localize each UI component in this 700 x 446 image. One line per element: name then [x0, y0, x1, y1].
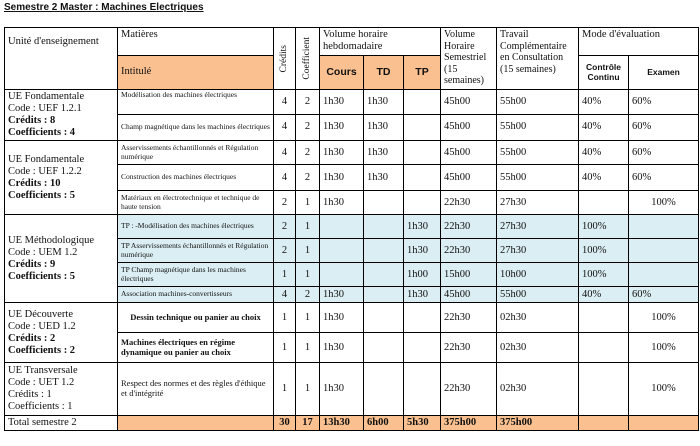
subject-title: Construction des machines électriques — [118, 165, 274, 191]
ue-line: Crédits : 1 — [8, 389, 52, 401]
tp-cell: 1h30 — [404, 287, 441, 303]
travail-cell: 27h30 — [497, 191, 579, 215]
table-row — [5, 141, 699, 165]
ue-cell — [5, 363, 118, 416]
cc-cell — [579, 191, 629, 215]
cours-cell: 1h30 — [320, 165, 364, 191]
cours-cell: 1h30 — [320, 303, 364, 333]
total-empty — [118, 416, 274, 431]
subject-title: TP Asservissements échantillonnés et Régulation numérique — [118, 239, 274, 263]
travail-cell: 10h00 — [497, 263, 579, 287]
travail-cell: 55h00 — [497, 90, 579, 115]
ue-line: Crédits : 9 — [8, 258, 56, 270]
ue-line: UE Découverte — [8, 308, 74, 320]
ue-line: UE Fondamentale — [8, 153, 85, 165]
header-credits-label: Crédits — [279, 44, 290, 73]
header-credits — [274, 28, 296, 90]
cc-cell — [579, 303, 629, 333]
ue-line: Crédits : 10 — [8, 177, 61, 189]
table-row — [5, 363, 699, 416]
header-td: TD — [364, 56, 404, 90]
subject-title: Dessin technique ou panier au choix — [118, 303, 274, 333]
credits-cell: 1 — [274, 363, 296, 416]
ue-line: Coefficients : 5 — [8, 270, 76, 282]
credits-cell: 4 — [274, 114, 296, 141]
credits-cell: 1 — [274, 303, 296, 333]
cours-cell: 1h30 — [320, 287, 364, 303]
coef-cell: 2 — [296, 287, 320, 303]
exam-cell: 100% — [629, 303, 699, 333]
cours-cell: 1h30 — [320, 333, 364, 363]
cours-cell: 1h30 — [320, 363, 364, 416]
ue-line: Code : UEF 1.2.2 — [8, 165, 82, 177]
subject-title: Matériaux en électrotechnique et technique de haute tension — [118, 191, 274, 215]
vhs-cell: 15h00 — [441, 263, 497, 287]
cc-cell: 40% — [579, 90, 629, 115]
table-row — [5, 303, 699, 333]
credits-cell: 2 — [274, 191, 296, 215]
header-tp: TP — [404, 56, 441, 90]
vhs-cell: 22h30 — [441, 333, 497, 363]
tp-cell — [404, 165, 441, 191]
vhs-cell: 22h30 — [441, 191, 497, 215]
coef-cell: 2 — [296, 141, 320, 165]
cc-cell: 100% — [579, 215, 629, 239]
vhs-cell: 22h30 — [441, 363, 497, 416]
exam-cell — [629, 215, 699, 239]
tp-cell — [404, 90, 441, 115]
ue-line: Coefficients : 1 — [8, 401, 73, 413]
total-coef: 17 — [296, 416, 320, 431]
vhs-cell: 45h00 — [441, 165, 497, 191]
td-cell — [364, 287, 404, 303]
travail-cell: 55h00 — [497, 287, 579, 303]
coef-cell: 1 — [296, 215, 320, 239]
travail-cell: 55h00 — [497, 165, 579, 191]
coef-cell: 1 — [296, 239, 320, 263]
cc-cell: 40% — [579, 141, 629, 165]
cc-cell: 40% — [579, 165, 629, 191]
cc-cell: 100% — [579, 239, 629, 263]
subject-title: Modélisation des machines électriques — [118, 90, 274, 115]
cours-cell: 1h30 — [320, 90, 364, 115]
header-coefficient-label: Coefficient — [302, 37, 313, 80]
travail-cell: 02h30 — [497, 363, 579, 416]
subject-title: Association machines-convertisseurs — [118, 287, 274, 303]
tp-cell — [404, 191, 441, 215]
header-controle: Contrôle Continu — [579, 56, 629, 90]
ue-line: Crédits : 8 — [8, 115, 56, 127]
credits-cell: 4 — [274, 165, 296, 191]
vhs-cell: 45h00 — [441, 141, 497, 165]
cc-cell: 100% — [579, 263, 629, 287]
ue-cell — [5, 215, 118, 303]
table-row — [5, 215, 699, 239]
cours-cell: 1h30 — [320, 114, 364, 141]
header-matieres: Matières — [118, 28, 274, 56]
ue-line: Crédits : 2 — [8, 332, 56, 344]
credits-cell: 4 — [274, 287, 296, 303]
credits-cell: 1 — [274, 263, 296, 287]
ue-line: Coefficients : 2 — [8, 344, 76, 356]
exam-cell — [629, 263, 699, 287]
cours-cell — [320, 239, 364, 263]
tp-cell — [404, 363, 441, 416]
tp-cell — [404, 114, 441, 141]
curriculum-table — [4, 27, 699, 431]
subject-title: Respect des normes et des règles d'éthique et d'intégrité — [118, 363, 274, 416]
exam-cell: 60% — [629, 90, 699, 115]
total-travail: 375h00 — [497, 416, 579, 431]
exam-cell: 100% — [629, 333, 699, 363]
td-cell — [364, 215, 404, 239]
header-volume-hebdo: Volume horaire hebdomadaire — [320, 28, 441, 56]
header-coefficient — [296, 28, 320, 90]
subject-title: Asservissements échantillonnés et Régulation numérique — [118, 141, 274, 165]
credits-cell: 4 — [274, 90, 296, 115]
vhs-cell: 22h30 — [441, 239, 497, 263]
ue-line: Code : UEF 1.2.1 — [8, 103, 82, 115]
credits-cell: 4 — [274, 141, 296, 165]
ue-line: Code : UEM 1.2 — [8, 246, 78, 258]
travail-cell: 55h00 — [497, 141, 579, 165]
tp-cell — [404, 303, 441, 333]
header-cours: Cours — [320, 56, 364, 90]
ue-line: UE Fondamentale — [8, 91, 85, 102]
exam-cell: 60% — [629, 114, 699, 141]
td-cell: 1h30 — [364, 114, 404, 141]
cc-cell — [579, 333, 629, 363]
cc-cell: 40% — [579, 287, 629, 303]
vhs-cell: 45h00 — [441, 287, 497, 303]
cours-cell: 1h30 — [320, 191, 364, 215]
ue-cell — [5, 303, 118, 363]
cours-cell — [320, 215, 364, 239]
coef-cell: 1 — [296, 363, 320, 416]
total-td: 6h00 — [364, 416, 404, 431]
travail-cell: 27h30 — [497, 215, 579, 239]
ue-cell — [5, 141, 118, 215]
header-examen: Examen — [629, 56, 699, 90]
exam-cell: 100% — [629, 191, 699, 215]
ue-line: UE Transversale — [8, 365, 78, 377]
coef-cell: 2 — [296, 90, 320, 115]
coef-cell: 2 — [296, 114, 320, 141]
cc-cell: 40% — [579, 114, 629, 141]
ue-line: UE Méthodologique — [8, 234, 95, 246]
table-row — [5, 90, 699, 115]
header-intitule: Intitulé — [118, 56, 274, 90]
coef-cell: 1 — [296, 303, 320, 333]
subject-title: TP : -Modélisation des machines électriques — [118, 215, 274, 239]
total-credits: 30 — [274, 416, 296, 431]
header-mode-eval: Mode d'évaluation — [579, 28, 699, 56]
header-volume-semestriel: Volume Horaire Semestriel (15 semaines) — [441, 28, 497, 90]
travail-cell: 55h00 — [497, 114, 579, 141]
total-label: Total semestre 2 — [5, 416, 118, 431]
subject-title: Machines électriques en régime dynamique ou panier au choix — [118, 333, 274, 363]
total-cours: 13h30 — [320, 416, 364, 431]
exam-cell — [629, 239, 699, 263]
ue-cell — [5, 90, 118, 141]
tp-cell — [404, 333, 441, 363]
subject-title: TP Champ magnétique dans les machines électriques — [118, 263, 274, 287]
header-travail: Travail Complémentaire en Consultation (15 semaines) — [497, 28, 579, 90]
coef-cell: 1 — [296, 263, 320, 287]
td-cell: 1h30 — [364, 141, 404, 165]
cours-cell — [320, 263, 364, 287]
tp-cell: 1h00 — [404, 263, 441, 287]
td-cell — [364, 263, 404, 287]
vhs-cell: 22h30 — [441, 215, 497, 239]
vhs-cell: 45h00 — [441, 114, 497, 141]
coef-cell: 1 — [296, 191, 320, 215]
travail-cell: 27h30 — [497, 239, 579, 263]
ue-line: Code : UET 1.2 — [8, 377, 75, 389]
vhs-cell: 45h00 — [441, 90, 497, 115]
credits-cell: 2 — [274, 215, 296, 239]
td-cell — [364, 239, 404, 263]
td-cell — [364, 303, 404, 333]
td-cell — [364, 333, 404, 363]
page-title: Semestre 2 Master : Machines Electriques — [4, 2, 204, 13]
tp-cell: 1h30 — [404, 215, 441, 239]
tp-cell: 1h30 — [404, 239, 441, 263]
header-ue: Unité d'enseignement — [5, 28, 118, 90]
exam-cell: 60% — [629, 287, 699, 303]
cours-cell: 1h30 — [320, 141, 364, 165]
total-vhs: 375h00 — [441, 416, 497, 431]
travail-cell: 02h30 — [497, 303, 579, 333]
travail-cell: 02h30 — [497, 333, 579, 363]
total-row — [5, 416, 699, 431]
td-cell — [364, 363, 404, 416]
exam-cell: 100% — [629, 363, 699, 416]
td-cell — [364, 191, 404, 215]
ue-line: Coefficients : 4 — [8, 127, 76, 139]
credits-cell: 1 — [274, 333, 296, 363]
td-cell: 1h30 — [364, 165, 404, 191]
coef-cell: 1 — [296, 333, 320, 363]
tp-cell — [404, 141, 441, 165]
cc-cell — [579, 363, 629, 416]
exam-cell: 60% — [629, 141, 699, 165]
header-row-1 — [5, 28, 699, 56]
ue-line: Code : UED 1.2 — [8, 320, 76, 332]
total-empty — [629, 416, 699, 431]
exam-cell: 60% — [629, 165, 699, 191]
total-tp: 5h30 — [404, 416, 441, 431]
total-empty — [579, 416, 629, 431]
subject-title: Champ magnétique dans les machines électriques — [118, 114, 274, 141]
td-cell: 1h30 — [364, 90, 404, 115]
vhs-cell: 22h30 — [441, 303, 497, 333]
credits-cell: 2 — [274, 239, 296, 263]
ue-line: Coefficients : 5 — [8, 189, 76, 201]
coef-cell: 2 — [296, 165, 320, 191]
